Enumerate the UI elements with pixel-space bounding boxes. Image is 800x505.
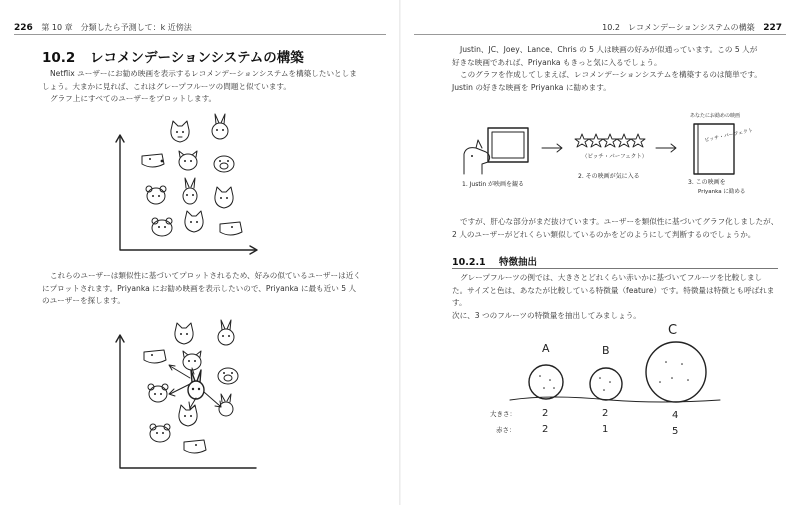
right-paragraph-3 bbox=[452, 272, 788, 322]
movie-book-icon bbox=[694, 124, 754, 174]
step3-label-line2: Priyanka に勧める bbox=[698, 189, 746, 195]
text-line: しょう。大まかに見れば、これはグレープフルーツの問題と似ています。 bbox=[42, 81, 291, 91]
subsection-title bbox=[452, 254, 537, 268]
size-row-label: 大きさ： bbox=[490, 410, 516, 418]
fruit-label-a: A bbox=[542, 342, 550, 355]
text-line: ですが、肝心な部分がまだ抜けています。ユーザーを類似性に基づいてグラフ化しましたが、 bbox=[460, 217, 779, 226]
priyanka-face-icon bbox=[188, 370, 204, 399]
text-line: のユーザーを探します。 bbox=[42, 296, 125, 306]
left-page-number: 226 bbox=[14, 23, 33, 33]
red-value-c: 5 bbox=[672, 426, 679, 437]
right-head-rule bbox=[414, 34, 786, 35]
step2-label: 2. その映画が気に入る bbox=[578, 173, 640, 180]
grapefruit-c-icon bbox=[646, 342, 706, 402]
justin-watching-icon bbox=[464, 128, 528, 174]
plot-axes bbox=[120, 336, 256, 468]
user-face-icons bbox=[144, 320, 238, 453]
right-paragraph-2 bbox=[452, 216, 788, 241]
neighbors-plot-illustration bbox=[108, 322, 268, 472]
text-line: にプロットされます。Priyanka にお勧め映画を表示したいので、Priyanka に最も近い 5 人 bbox=[42, 283, 357, 293]
red-row-label: 赤さ： bbox=[496, 426, 516, 434]
fruit-label-b: B bbox=[602, 344, 610, 357]
text-line: 次に、3 つのフルーツの特徴量を抽出してみましょう。 bbox=[452, 310, 641, 320]
right-paragraph-1 bbox=[452, 44, 788, 94]
text-line: Netflix ユーザーにお勧め映画を表示するレコメンデーションシステムを構築したいとしま bbox=[50, 69, 357, 78]
arrow-icon bbox=[656, 144, 676, 152]
right-running-head-text: 10.2 レコメンデーションシステムの構築 bbox=[602, 23, 755, 32]
text-line: Justin の好きな映画を Priyanka に勧めます。 bbox=[452, 82, 611, 92]
text-line: Justin、JC、Joey、Lance、Chris の 5 人は映画の好みが似通っています。この 5 人が bbox=[460, 45, 758, 54]
red-value-a: 2 bbox=[542, 424, 549, 435]
book-title: ピッチ・パーフェクト bbox=[704, 127, 754, 144]
neighbor-arrows bbox=[169, 365, 221, 409]
section-number: 10.2 bbox=[42, 50, 76, 66]
users-plot-illustration bbox=[108, 118, 268, 258]
size-value-a: 2 bbox=[542, 408, 549, 419]
text-line: これらのユーザーは類似性に基づいてプロットされるため、好みの似ているユーザーは近く bbox=[50, 271, 361, 280]
arrow-icon bbox=[542, 144, 562, 152]
text-line: た。サイズと色は、あなたが比較している特徴量（feature）です。特徴量は特徴とも呼ばれます。 bbox=[452, 285, 775, 308]
section-title bbox=[42, 46, 304, 66]
right-running-head bbox=[602, 22, 782, 33]
left-head-rule bbox=[14, 34, 386, 35]
section-title-text: レコメンデーションシステムの構築 bbox=[90, 50, 304, 66]
subsection-number: 10.2.1 bbox=[452, 257, 486, 268]
red-value-b: 1 bbox=[602, 424, 609, 435]
fruit-label-c: C bbox=[668, 323, 678, 338]
step3-label-line1: 3. この映画を bbox=[688, 179, 726, 186]
text-line: グレープフルーツの例では、大きさとどれくらい赤いかに基づいてフルーツを比較しまし bbox=[460, 273, 763, 282]
subsection-title-text: 特徴抽出 bbox=[498, 257, 537, 268]
step3-note: あなたにお勧めの映画 bbox=[690, 113, 741, 119]
text-line: 2 人のユーザーがどれくらい類似しているのかをどのようにして判断するのでしょうか。 bbox=[452, 229, 756, 239]
five-star-rating-icon bbox=[575, 134, 645, 147]
left-paragraph-1 bbox=[42, 68, 392, 106]
text-line: グラフ上にすべてのユーザーをプロットします。 bbox=[50, 94, 217, 104]
step2-caption: （ピッチ・パーフェクト） bbox=[582, 154, 648, 160]
fruit-features-illustration bbox=[490, 318, 730, 438]
recommendation-flow-illustration bbox=[458, 112, 758, 198]
plot-axes bbox=[120, 136, 256, 250]
left-running-head-text: 第 10 章 分類したら予測して：k 近傍法 bbox=[41, 23, 192, 32]
step1-label: 1. Justin が映画を観る bbox=[462, 181, 525, 188]
grapefruit-a-icon bbox=[529, 365, 563, 399]
size-value-b: 2 bbox=[602, 408, 609, 419]
left-paragraph-2 bbox=[42, 270, 392, 308]
text-line: 好きな映画であれば、Priyanka もきっと気に入るでしょう。 bbox=[452, 57, 662, 67]
user-face-icons bbox=[142, 114, 242, 236]
right-page-number: 227 bbox=[763, 23, 782, 33]
size-value-c: 4 bbox=[672, 410, 679, 421]
text-line: このグラフを作成してしまえば、レコメンデーションシステムを構築するのは簡単です。 bbox=[460, 70, 762, 80]
subsection-rule bbox=[452, 268, 778, 269]
left-running-head bbox=[14, 22, 192, 33]
grapefruit-b-icon bbox=[590, 368, 622, 400]
